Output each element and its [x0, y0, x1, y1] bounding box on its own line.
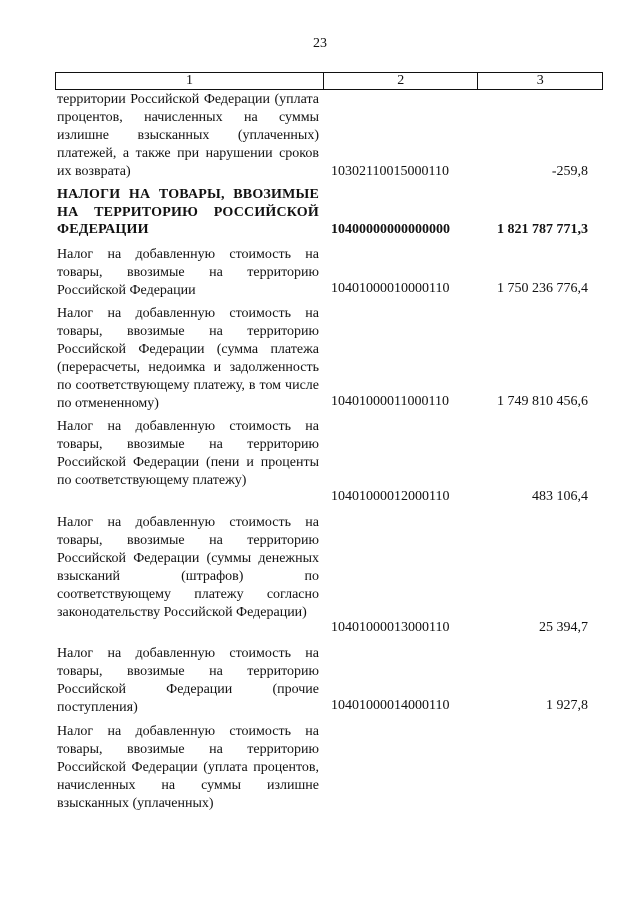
row-amount: 1 749 810 456,6: [497, 394, 588, 409]
table-header: [55, 72, 603, 90]
row-description: территории Российской Федерации (уплата процентов, начисленных на суммы излишне взысканных (уплаченных) платежей, а также при нарушении сроков их возврата): [57, 92, 319, 179]
row-code: 10401000010000110: [331, 281, 450, 296]
row-code: 10401000012000110: [331, 489, 450, 504]
row-description: Налог на добавленную стоимость на товары, ввозимые на территорию Российской Федерации: [57, 247, 319, 298]
row-code: 10302110015000110: [331, 164, 449, 179]
page-number: 23: [313, 36, 327, 51]
row-code: 10401000011000110: [331, 394, 449, 409]
row-amount: 25 394,7: [539, 620, 588, 635]
row-description: НАЛОГИ НА ТОВАРЫ, ВВОЗИМЫЕ НА ТЕРРИТОРИЮ РОССИЙСКОЙ ФЕДЕРАЦИИ: [57, 187, 319, 237]
row-amount: 1 821 787 771,3: [497, 222, 588, 237]
row-description: Налог на добавленную стоимость на товары, ввозимые на территорию Российской Федерации (прочие поступления): [57, 646, 319, 715]
row-code: 10401000013000110: [331, 620, 450, 635]
row-description: Налог на добавленную стоимость на товары, ввозимые на территорию Российской Федерации (сумма платежа (перерасчеты, недоимка и задолженность по соответствующему платежу, в том числе по отмененному): [57, 306, 319, 411]
row-amount: 483 106,4: [532, 489, 588, 504]
row-description: Налог на добавленную стоимость на товары, ввозимые на территорию Российской Федерации (пени и проценты по соответствующему платежу): [57, 419, 319, 488]
row-code: 10400000000000000: [331, 222, 450, 237]
row-description: Налог на добавленную стоимость на товары, ввозимые на территорию Российской Федерации (суммы денежных взысканий (штрафов) по соответствующему платежу согласно законодательству Российской Федерации): [57, 515, 319, 620]
row-amount: -259,8: [551, 164, 588, 179]
column-header-1: 1: [56, 73, 324, 89]
row-code: 10401000014000110: [331, 698, 450, 713]
column-header-2: 2: [324, 73, 478, 89]
column-header-3: 3: [536, 73, 544, 88]
row-amount: 1 927,8: [546, 698, 588, 713]
row-description: Налог на добавленную стоимость на товары, ввозимые на территорию Российской Федерации (уплата процентов, начисленных на суммы излишне взысканных (уплаченных): [57, 724, 319, 811]
row-amount: 1 750 236 776,4: [497, 281, 588, 296]
